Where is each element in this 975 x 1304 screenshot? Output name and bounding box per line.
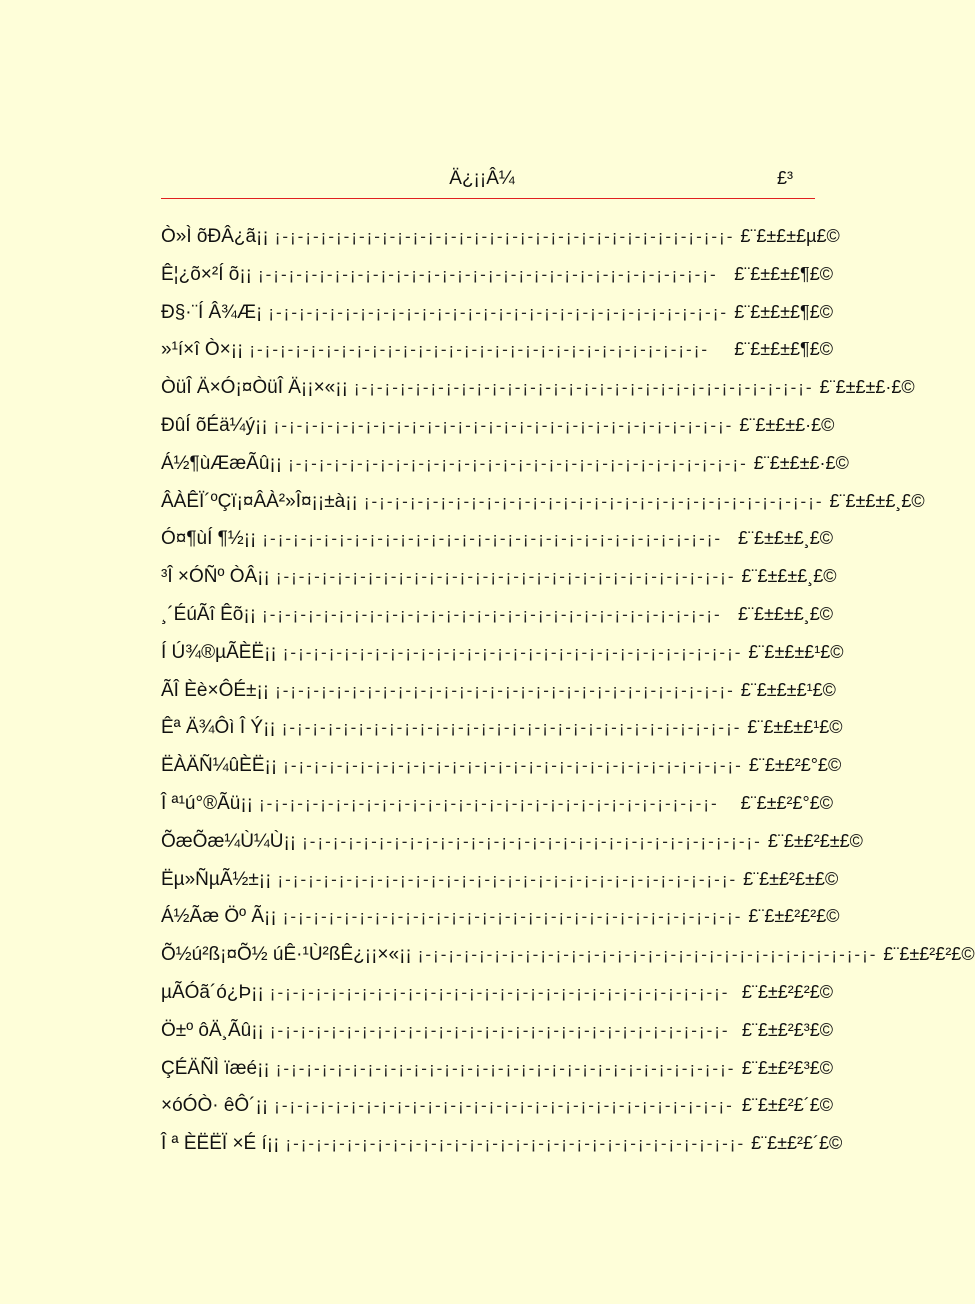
toc-entry-title: ÂÀÊÏ´ºÇï¡¤ÂÀ²»Î¤¡¡±à¡¡: [161, 490, 358, 512]
toc-entry-title: Êª Ä¾Ôì Î Ý¡¡: [161, 717, 276, 739]
toc-leader: ¡-¡-¡-¡-¡-¡-¡-¡-¡-¡-¡-¡-¡-¡-¡-¡-¡-¡-¡-¡-¡-¡-¡-¡-¡-¡-¡-¡-¡-¡-: [288, 453, 748, 473]
toc-entry-title: Ò»Ì õÐÂ¿ã¡¡: [161, 226, 269, 247]
toc-leader: ¡-¡-¡-¡-¡-¡-¡-¡-¡-¡-¡-¡-¡-¡-¡-¡-¡-¡-¡-¡-¡-¡-¡-¡-¡-¡-¡-¡-¡-¡-: [258, 793, 719, 813]
toc-leader: ¡-¡-¡-¡-¡-¡-¡-¡-¡-¡-¡-¡-¡-¡-¡-¡-¡-¡-¡-¡-¡-¡-¡-¡-¡-¡-¡-¡-¡-¡-: [262, 604, 722, 624]
toc-leader: ¡-¡-¡-¡-¡-¡-¡-¡-¡-¡-¡-¡-¡-¡-¡-¡-¡-¡-¡-¡-¡-¡-¡-¡-¡-¡-¡-¡-¡-¡-: [274, 1096, 734, 1116]
toc-entry-page: £¨£±£±£·£©: [819, 377, 915, 398]
toc-entry-page: £¨£±£²£°£©: [748, 755, 842, 776]
toc-entry[interactable]: [161, 1058, 833, 1096]
toc-leader: ¡-¡-¡-¡-¡-¡-¡-¡-¡-¡-¡-¡-¡-¡-¡-¡-¡-¡-¡-¡-¡-¡-¡-¡-¡-¡-¡-¡-¡-¡-: [262, 529, 723, 549]
toc-entry[interactable]: [161, 679, 836, 718]
toc-entry-title: Î ª ÈËËÏ ×É í¡¡: [161, 1133, 280, 1155]
toc-entry-page: £¨£±£±£µ£©: [740, 226, 840, 246]
toc-entry-title: ÇÉÄÑÌ ïæé¡¡: [161, 1057, 270, 1079]
toc-entry-title: ËÀÄÑ¼ûÈË¡¡: [161, 755, 278, 777]
toc-entry-title: ÃÎ Èè×ÔÉ±¡¡: [161, 679, 270, 701]
toc-leader: ¡-¡-¡-¡-¡-¡-¡-¡-¡-¡-¡-¡-¡-¡-¡-¡-¡-¡-¡-¡-¡-¡-¡-¡-¡-¡-¡-¡-¡-¡-: [257, 264, 718, 284]
toc-entry-page: £¨£±£±£¶£©: [734, 339, 833, 360]
toc-leader: ¡-¡-¡-¡-¡-¡-¡-¡-¡-¡-¡-¡-¡-¡-¡-¡-¡-¡-¡-¡-¡-¡-¡-¡-¡-¡-¡-¡-¡-¡-: [275, 567, 736, 587]
toc-entry-title: Ö±º ôÄ¸Ãû¡¡: [161, 1019, 264, 1041]
toc-entry[interactable]: [161, 264, 833, 302]
toc-entry-title: »¹í×î Ò×¡¡: [161, 339, 244, 361]
toc-entry-page: £¨£±£±£¹£©: [747, 717, 843, 738]
toc-entry-title: ³Î ×ÓÑº ÒÂ¡¡: [161, 566, 270, 588]
toc-leader: ¡-¡-¡-¡-¡-¡-¡-¡-¡-¡-¡-¡-¡-¡-¡-¡-¡-¡-¡-¡-¡-¡-¡-¡-¡-¡-¡-¡-¡-¡-: [275, 1058, 736, 1078]
toc-entry-page: £¨£±£²£³£©: [741, 1019, 833, 1040]
toc-leader: ¡-¡-¡-¡-¡-¡-¡-¡-¡-¡-¡-¡-¡-¡-¡-¡-¡-¡-¡-¡-¡-¡-¡-¡-¡-¡-¡-¡-¡-¡-: [269, 1020, 730, 1040]
toc-entry-title: Õ½ú²ß¡¤Õ½ úÊ·¹Ù²ßÊ¿¡¡×«¡¡: [161, 944, 412, 966]
toc-entry-page: £¨£±£±£·£©: [739, 414, 835, 435]
toc-entry[interactable]: [161, 377, 915, 415]
toc-entry[interactable]: [161, 528, 833, 566]
toc-entry[interactable]: [161, 944, 975, 982]
toc-leader: ¡-¡-¡-¡-¡-¡-¡-¡-¡-¡-¡-¡-¡-¡-¡-¡-¡-¡-¡-¡-¡-¡-¡-¡-¡-¡-¡-¡-¡-¡-: [277, 869, 738, 889]
toc-leader: ¡-¡-¡-¡-¡-¡-¡-¡-¡-¡-¡-¡-¡-¡-¡-¡-¡-¡-¡-¡-¡-¡-¡-¡-¡-¡-¡-¡-¡-¡-: [283, 756, 743, 776]
toc-entry-page: £¨£±£²£²£©: [748, 906, 840, 927]
toc-leader: ¡-¡-¡-¡-¡-¡-¡-¡-¡-¡-¡-¡-¡-¡-¡-¡-¡-¡-¡-¡-¡-¡-¡-¡-¡-¡-¡-¡-¡-¡-: [282, 907, 743, 927]
toc-entry[interactable]: [161, 793, 833, 831]
toc-entry-title: µÃÓã´ó¿Þ¡¡: [161, 981, 264, 1003]
page-heading: Ä¿¡¡Â¼: [449, 168, 515, 189]
toc-entry-title: Ëµ»ÑµÃ½±¡¡: [161, 868, 272, 890]
toc-leader: ¡-¡-¡-¡-¡-¡-¡-¡-¡-¡-¡-¡-¡-¡-¡-¡-¡-¡-¡-¡-¡-¡-¡-¡-¡-¡-¡-¡-¡-¡-: [353, 378, 814, 398]
toc-entry[interactable]: [161, 226, 840, 264]
toc-entry[interactable]: [161, 717, 843, 755]
toc-entry-page: £¨£±£²£±£©: [743, 868, 839, 889]
toc-entry-page: £¨£±£²£³£©: [741, 1057, 833, 1078]
toc-entry[interactable]: [161, 982, 833, 1020]
toc-entry[interactable]: [161, 830, 863, 869]
toc-entry[interactable]: [161, 452, 849, 491]
toc-leader: ¡-¡-¡-¡-¡-¡-¡-¡-¡-¡-¡-¡-¡-¡-¡-¡-¡-¡-¡-¡-¡-¡-¡-¡-¡-¡-¡-¡-¡-¡-: [417, 945, 878, 965]
toc-leader: ¡-¡-¡-¡-¡-¡-¡-¡-¡-¡-¡-¡-¡-¡-¡-¡-¡-¡-¡-¡-¡-¡-¡-¡-¡-¡-¡-¡-¡-¡-: [285, 1134, 746, 1154]
toc-entry-page: £¨£±£±£¹£©: [740, 679, 836, 700]
toc-entry-page: £¨£±£±£¸£©: [829, 490, 925, 511]
toc-entry[interactable]: [161, 566, 837, 604]
toc-entry[interactable]: [161, 1095, 833, 1133]
toc-entry[interactable]: [161, 339, 833, 377]
toc-entry-title: ÕæÕæ¼Ù¼Ù¡¡: [161, 830, 297, 852]
toc-entry-title: Í Ú¾®µÃÈË¡¡: [161, 641, 277, 663]
toc-entry-title: Á½Ãæ Öº Ã¡¡: [161, 906, 277, 928]
header-rule: [161, 198, 815, 199]
toc-entry-title: Ê¦¿õ×²Í õ¡¡: [161, 263, 252, 285]
toc-entry[interactable]: [161, 868, 839, 907]
toc-leader: ¡-¡-¡-¡-¡-¡-¡-¡-¡-¡-¡-¡-¡-¡-¡-¡-¡-¡-¡-¡-¡-¡-¡-¡-¡-¡-¡-¡-¡-¡-: [249, 340, 710, 360]
toc-entry-page: £¨£±£²£²£©: [741, 981, 833, 1002]
toc-leader: ¡-¡-¡-¡-¡-¡-¡-¡-¡-¡-¡-¡-¡-¡-¡-¡-¡-¡-¡-¡-¡-¡-¡-¡-¡-¡-¡-¡-¡-¡-: [269, 982, 730, 1002]
toc-entry-page: £¨£±£±£¹£©: [748, 641, 844, 662]
toc-leader: ¡-¡-¡-¡-¡-¡-¡-¡-¡-¡-¡-¡-¡-¡-¡-¡-¡-¡-¡-¡-¡-¡-¡-¡-¡-¡-¡-¡-¡-¡-: [268, 302, 729, 322]
toc-entry-page: £¨£±£²£´£©: [751, 1133, 843, 1154]
toc-leader: ¡-¡-¡-¡-¡-¡-¡-¡-¡-¡-¡-¡-¡-¡-¡-¡-¡-¡-¡-¡-¡-¡-¡-¡-¡-¡-¡-¡-¡-¡-: [302, 831, 762, 851]
toc-entry-page: £¨£±£²£±£©: [767, 830, 863, 851]
toc-entry-page: £¨£±£²£°£©: [740, 792, 833, 813]
toc-entry-page: £¨£±£±£¸£©: [741, 566, 837, 587]
toc-entry-page: £¨£±£±£¶£©: [734, 301, 833, 322]
toc-entry-page: £¨£±£±£¶£©: [734, 263, 833, 284]
toc-entry[interactable]: [161, 1020, 833, 1058]
toc-leader: ¡-¡-¡-¡-¡-¡-¡-¡-¡-¡-¡-¡-¡-¡-¡-¡-¡-¡-¡-¡-¡-¡-¡-¡-¡-¡-¡-¡-¡-¡-: [274, 227, 735, 246]
toc-entry-page: £¨£±£²£²£©: [883, 944, 975, 965]
page-number: £³: [777, 168, 794, 188]
toc-entry[interactable]: [161, 490, 925, 529]
toc-entry[interactable]: [161, 604, 833, 642]
toc-entry-page: £¨£±£±£·£©: [753, 452, 849, 473]
toc-entry-title: Á½¶ùÆæÃû¡¡: [161, 452, 283, 474]
toc-entry-title: ÒüÎ Ä×Ó¡¤ÒüÎ Ä¡¡×«¡¡: [161, 377, 348, 399]
toc-entry-title: ×óÓÒ· êÔ´¡¡: [161, 1095, 269, 1117]
toc-entry-title: Ó¤¶ùÍ ¶½¡¡: [161, 528, 257, 550]
toc-entry-page: £¨£±£²£´£©: [741, 1095, 833, 1116]
toc-leader: ¡-¡-¡-¡-¡-¡-¡-¡-¡-¡-¡-¡-¡-¡-¡-¡-¡-¡-¡-¡-¡-¡-¡-¡-¡-¡-¡-¡-¡-¡-: [273, 415, 734, 435]
toc-entry[interactable]: [161, 906, 840, 944]
toc-leader: ¡-¡-¡-¡-¡-¡-¡-¡-¡-¡-¡-¡-¡-¡-¡-¡-¡-¡-¡-¡-¡-¡-¡-¡-¡-¡-¡-¡-¡-¡-: [282, 642, 743, 662]
toc-entry[interactable]: [161, 1133, 843, 1171]
toc-entry[interactable]: [161, 302, 833, 340]
toc-leader: ¡-¡-¡-¡-¡-¡-¡-¡-¡-¡-¡-¡-¡-¡-¡-¡-¡-¡-¡-¡-¡-¡-¡-¡-¡-¡-¡-¡-¡-¡-: [275, 680, 735, 700]
toc-entry-title: Î ª¹ú°®Ãü¡¡: [161, 792, 253, 814]
toc-leader: ¡-¡-¡-¡-¡-¡-¡-¡-¡-¡-¡-¡-¡-¡-¡-¡-¡-¡-¡-¡-¡-¡-¡-¡-¡-¡-¡-¡-¡-¡-: [281, 718, 742, 738]
toc-entry[interactable]: [161, 641, 844, 680]
toc-entry-page: £¨£±£±£¸£©: [737, 603, 833, 624]
table-of-contents: [161, 226, 975, 1171]
toc-entry-title: ÐûÍ õÉä¼ý¡¡: [161, 414, 268, 436]
toc-leader: ¡-¡-¡-¡-¡-¡-¡-¡-¡-¡-¡-¡-¡-¡-¡-¡-¡-¡-¡-¡-¡-¡-¡-¡-¡-¡-¡-¡-¡-¡-: [363, 491, 824, 511]
toc-entry-title: Ð§·¨Í Â¾Æ¡: [161, 301, 263, 323]
toc-entry[interactable]: [161, 415, 833, 453]
toc-entry-title: ¸´ÉúÃî Êõ¡¡: [161, 603, 257, 625]
toc-entry-page: £¨£±£±£¸£©: [737, 528, 833, 549]
toc-entry[interactable]: [161, 755, 842, 793]
